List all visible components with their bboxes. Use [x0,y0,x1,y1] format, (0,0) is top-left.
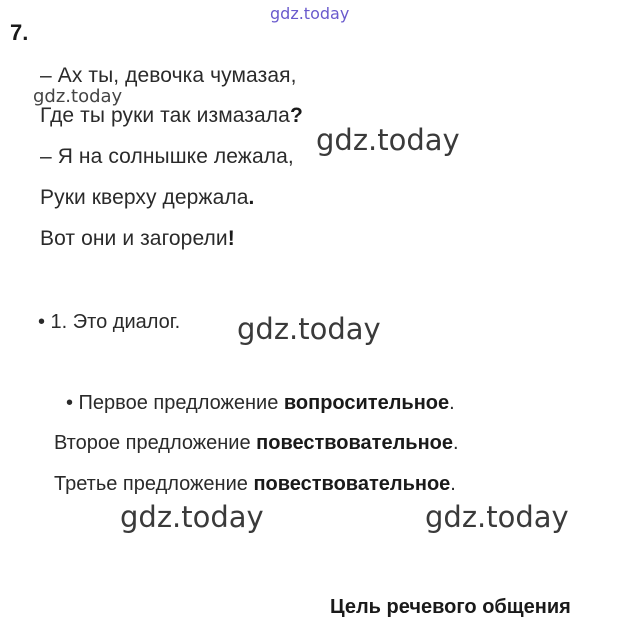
poem-line-text: Вот они и загорели [40,227,228,250]
watermark-top: gdz.today [270,4,350,23]
poem-line [40,104,303,128]
sentence-suffix: . [453,432,459,454]
poem-line-text: Где ты руки так измазала [40,104,290,127]
poem-line [40,227,235,251]
poem-line-punct: ! [227,227,235,250]
exercise-number: 7. [10,20,29,45]
watermark-small: gdz.today [33,86,123,107]
sentence-prefix: • Первое предложение [66,392,284,414]
answer-1: • 1. Это диалог. [38,311,181,333]
watermark-large: gdz.today [120,500,264,534]
watermark-large: gdz.today [425,500,569,534]
answer-2-line [66,392,455,415]
poem-line [40,64,297,88]
sentence-type: повествовательное [256,432,454,454]
poem-line [40,186,254,210]
poem-line-punct: ? [289,104,303,127]
sentence-prefix: Третье предложение [54,473,254,495]
poem-line-text: Руки кверху держала [40,186,249,209]
sentence-suffix: . [450,473,456,495]
sentence-type: вопросительное [283,392,450,414]
sentence-prefix: Второе предложение [54,432,257,454]
answer-2-line [54,432,459,455]
watermark-large: gdz.today [316,123,460,157]
sentence-suffix: . [449,392,455,414]
answer-2-line [54,473,456,496]
poem-line-text: – Я на солнышке лежала, [40,145,294,168]
next-section-title: Цель речевого общения [330,596,571,618]
watermark-large: gdz.today [237,312,381,346]
poem-line [40,145,294,169]
poem-line-punct: . [248,186,255,209]
poem-line-text: – Ах ты, девочка чумазая, [40,64,297,87]
sentence-type: повествовательное [253,473,451,495]
